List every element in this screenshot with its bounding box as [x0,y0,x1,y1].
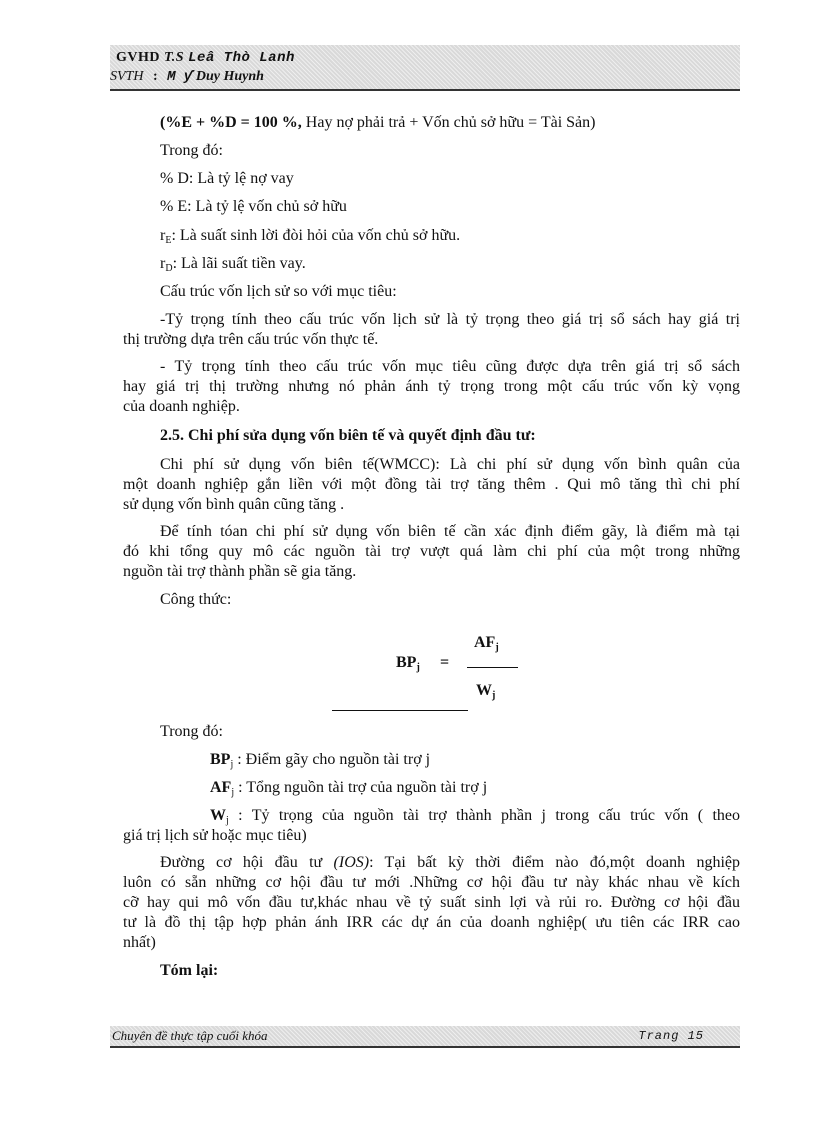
identity-rest: Hay nợ phải trả + Vốn chủ sở hữu = Tài Sản) [301,114,596,131]
w-subscript: j [226,815,229,826]
breakpoint-line-3: nguồn tài trợ thành phần sẽ gia tăng. [123,563,357,580]
rd-symbol: r [160,255,166,272]
re-subscript: E [165,235,172,246]
target-weight-line-1: - Tỷ trọng tính theo cấu trúc vốn mục tiêu cũng được dựa trên giá trị sổ sách [160,358,740,375]
af-text: : Tổng nguồn tài trợ của nguồn tài trợ j [234,779,488,796]
bp-subscript: j [230,759,234,770]
page-number: Trang 15 [638,1029,704,1043]
wmcc-line-2: một doanh nghiệp gắn liền với một đồng tài trợ tăng thêm . Qui mô tăng thì chi phí [123,476,740,493]
identity-bold: (%E + %D = 100 %, [160,114,302,131]
def-w-line-2: giá trị lịch sử hoặc mục tiêu) [123,827,307,844]
target-weight-line-3: của doanh nghiệp. [123,398,240,415]
ios-line-5: nhất) [123,934,156,951]
rd-subscript: D [165,263,173,274]
def-bp [210,750,430,770]
historical-weight-line-2: thị trường dựa trên cấu trúc vốn thực tế. [123,331,379,348]
breakpoint-line-1: Để tính tóan chi phí sử dụng vốn biên tế cần xác định điểm gãy, là điểm mà tại [160,523,740,540]
numerator-subscript: j [495,642,499,653]
ios-line-1 [160,853,740,873]
formula-numerator [474,634,499,652]
page-header [110,45,740,91]
supervisor-title: T.S [164,50,185,65]
ios-line-2: luôn có sẵn những cơ hội đầu tư mới .Những cơ hội đầu tư này khác nhau về kích [123,874,740,891]
capital-structure-heading: Cấu trúc vốn lịch sử so với mục tiêu: [160,283,397,300]
wmcc-line-3: sử dụng vốn bình quân cũng tăng . [123,496,345,513]
def-af [210,778,487,798]
page-footer [110,1026,740,1048]
footer-title: Chuyên đề thực tập cuối khóa [112,1028,268,1043]
header-supervisor [116,50,295,66]
ios-abbrev: (IOS) [333,854,370,871]
where-label-1: Trong đó: [160,142,223,159]
def-cost-of-debt [160,254,306,274]
formula-underline [332,710,468,711]
af-subscript: j [231,787,235,798]
where-label-2: Trong đó: [160,723,223,740]
formula-lhs [396,654,420,672]
lhs-symbol: BP [396,654,417,671]
breakpoint-line-2: đó khi tổng quy mô các nguồn tài trợ vượt quá làm chi phí của một trong những [123,543,740,560]
ios-definition: : Tại bất kỳ thời điểm nào đó,một doanh nghiệp [369,854,740,871]
rd-text: : Là lãi suất tiền vay. [172,255,306,272]
def-equity-ratio: % E: Là tỷ lệ vốn chủ sở hữu [160,198,347,215]
formula-denominator [476,682,495,700]
wacc-identity-line [160,113,595,133]
re-symbol: r [160,227,166,244]
student-label: SVTH [110,69,144,84]
section-title: 2.5. Chi phí sửa dụng vốn biên tế và quyết định đầu tư: [160,427,536,444]
student-name-part-b: Duy Huynh [195,69,264,84]
supervisor-label: GVHD [116,50,160,65]
def-debt-ratio: % D: Là tỷ lệ nợ vay [160,170,294,187]
wmcc-line-1: Chi phí sử dụng vốn biên tế(WMCC): Là chi phí sử dụng vốn bình quân của [160,456,740,473]
w-text: : Tỷ trọng của nguồn tài trợ thành phần j trong cấu trúc vốn ( theo [228,807,740,824]
historical-weight-line-1: -Tỷ trọng tính theo cấu trúc vốn lịch sử là tỷ trọng theo giá trị sổ sách hay giá trị [160,311,740,328]
w-symbol: W [210,807,226,824]
def-cost-of-equity [160,226,460,246]
target-weight-line-2: hay giá trị thị trường nhưng nó phản ánh tỷ trọng trong một cấu trúc vốn kỳ vọng [123,378,740,395]
af-symbol: AF [210,779,232,796]
denominator-subscript: j [492,690,496,701]
numerator-symbol: AF [474,634,496,651]
ios-term: Đường cơ hội đầu tư [160,854,334,871]
denominator-symbol: W [476,682,492,699]
ios-line-3: cỡ hay qui mô vốn đầu tư,khác nhau về tỷ suất sinh lợi và rủi ro. Đường cơ hội đầu [123,894,740,911]
bp-text: : Điểm gãy cho nguồn tài trợ j [233,751,431,768]
student-name-part-a: M ƴ [167,69,193,85]
ios-line-4: tư là đồ thị tập hợp phản ánh IRR các dự án của doanh nghiệp( ưu tiên các IRR cao [123,914,740,931]
bp-symbol: BP [210,751,231,768]
fraction-bar [467,667,518,668]
header-student [110,69,264,85]
re-text: : Là suất sinh lời đòi hỏi của vốn chủ sở hữu. [171,227,461,244]
lhs-subscript: j [416,662,420,673]
def-w [210,806,740,826]
formula-equals: = [440,654,450,671]
summary-heading: Tóm lại: [160,962,219,979]
student-separator: : [152,69,158,84]
formula-label: Công thức: [160,591,232,608]
supervisor-name: Leâ Thò Lanh [188,50,295,66]
